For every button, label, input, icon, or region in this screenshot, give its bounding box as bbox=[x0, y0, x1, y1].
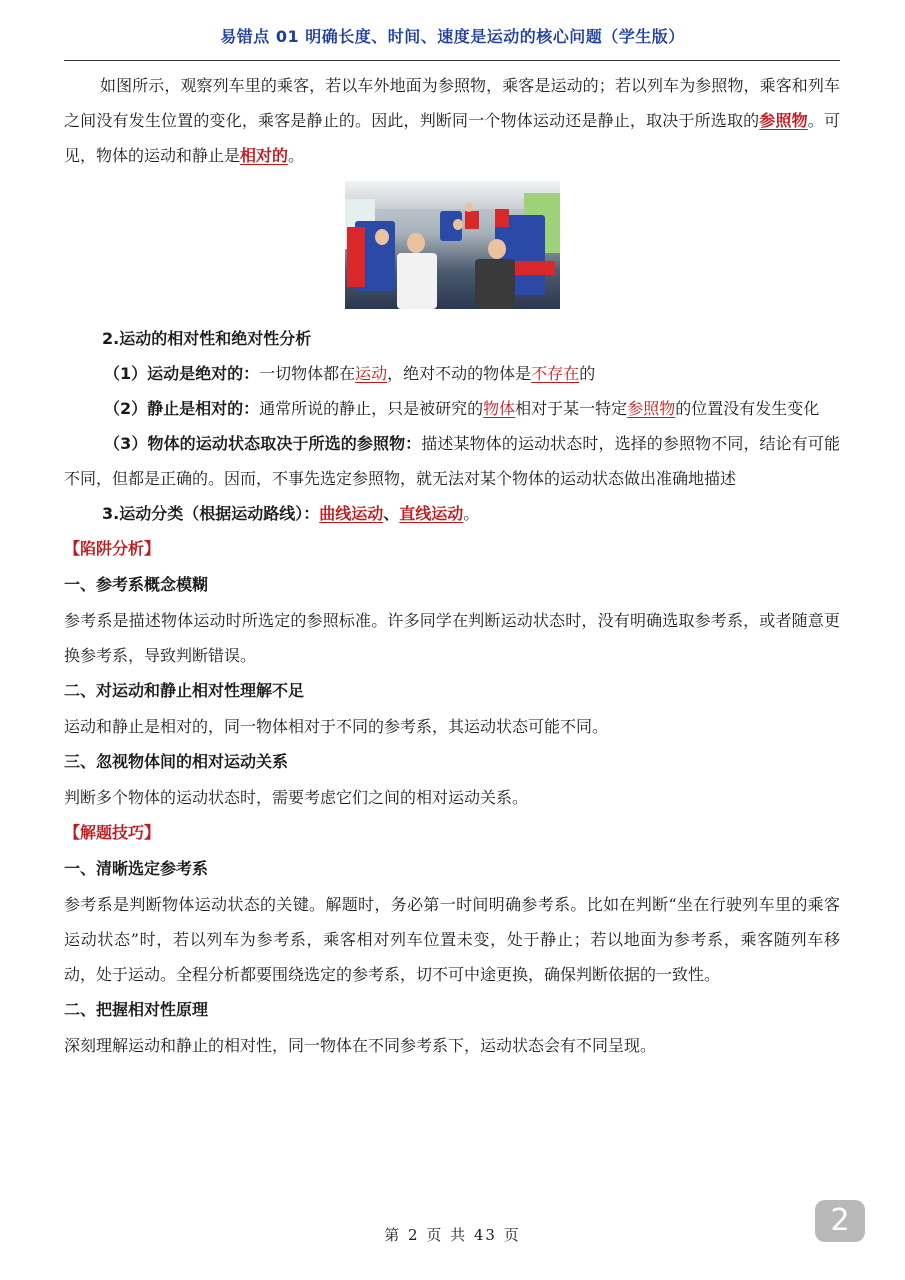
photo-flag bbox=[495, 209, 509, 227]
item2-label: （2）静止是相对的： bbox=[104, 399, 260, 418]
intro-text-c: 。 bbox=[288, 146, 305, 165]
section3-end: 。 bbox=[463, 504, 480, 523]
page-footer: 第 2 页 共 43 页 bbox=[384, 1226, 521, 1244]
section2-item2 bbox=[64, 391, 840, 426]
page-header-title: 易错点 01 明确长度、时间、速度是运动的核心问题（学生版） bbox=[220, 27, 685, 46]
photo-person bbox=[475, 259, 515, 309]
section2-heading: 2.运动的相对性和绝对性分析 bbox=[102, 329, 312, 348]
item1-text-a: 一切物体都在 bbox=[259, 364, 356, 383]
train-passengers-photo bbox=[345, 181, 560, 309]
photo-person bbox=[465, 203, 473, 212]
item3-text: 描述某物体的运动状态时，选择的参照物不同，结论有可能不同，但都是正确的。因而，不事先选定参照物，就无法对某个物体的运动状态做出准确地描述 bbox=[64, 434, 840, 488]
item1-text-b: ，绝对不动的物体是 bbox=[387, 364, 532, 383]
tips-heading-1: 一、清晰选定参考系 bbox=[64, 859, 209, 878]
trap-heading-1: 一、参考系概念模糊 bbox=[64, 575, 209, 594]
keyword-object: 物体 bbox=[483, 399, 516, 418]
tips-paragraph-2: 深刻理解运动和静止的相对性，同一物体在不同参考系下，运动状态会有不同呈现。 bbox=[64, 1036, 657, 1055]
trap-paragraph-3: 判断多个物体的运动状态时，需要考虑它们之间的相对运动关系。 bbox=[64, 788, 529, 807]
trap-heading-3: 三、忽视物体间的相对运动关系 bbox=[64, 752, 289, 771]
header-divider bbox=[64, 60, 840, 61]
tips-heading-2: 二、把握相对性原理 bbox=[64, 1000, 209, 1019]
trap-paragraph-2: 运动和静止是相对的，同一物体相对于不同的参考系，其运动状态可能不同。 bbox=[64, 717, 609, 736]
section3-heading: 3.运动分类（根据运动路线）： bbox=[102, 504, 320, 523]
trap-paragraph-1: 参考系是描述物体运动时所选定的参照标准。许多同学在判断运动状态时，没有明确选取参考系，或者随意更换参考系，导致判断错误。 bbox=[64, 611, 840, 665]
photo-person bbox=[407, 233, 425, 253]
trap-analysis-tag: 【陷阱分析】 bbox=[64, 539, 161, 558]
keyword-relative: 相对的 bbox=[240, 146, 289, 165]
photo-person bbox=[397, 253, 437, 309]
item1-label: （1）运动是绝对的： bbox=[104, 364, 260, 383]
keyword-curved-motion: 曲线运动 bbox=[319, 504, 384, 523]
photo-flag bbox=[465, 211, 479, 229]
keyword-linear-motion: 直线运动 bbox=[399, 504, 464, 523]
photo-person bbox=[453, 219, 463, 230]
photo-flag bbox=[515, 261, 555, 275]
photo-flag bbox=[347, 227, 365, 287]
intro-text-a: 如图所示，观察列车里的乘客，若以车外地面为参照物，乘客是运动的；若以列车为参照物，乘客和列车之间没有发生位置的变化，乘客是静止的。因此，判断同一个物体运动还是静止，取决于所选取的 bbox=[64, 76, 840, 130]
section3-line bbox=[64, 496, 840, 531]
tips-paragraph-1: 参考系是判断物体运动状态的关键。解题时，务必第一时间明确参考系。比如在判断“坐在行驶列车里的乘客运动状态”时，若以列车为参考系，乘客相对列车位置未变，处于静止；若以地面为参考系，乘客随列车移动，处于运动。全程分析都要围绕选定的参考系，切不可中途更换，确保判断依据的一致性。 bbox=[64, 895, 840, 984]
trap-heading-2: 二、对运动和静止相对性理解不足 bbox=[64, 681, 305, 700]
item1-text-c: 的 bbox=[579, 364, 596, 383]
page-number-badge[interactable]: 2 bbox=[815, 1200, 865, 1242]
page-content bbox=[64, 66, 840, 1063]
photo-person bbox=[488, 239, 506, 259]
item2-text-c: 的位置没有发生变化 bbox=[675, 399, 820, 418]
keyword-reference-object: 参照物 bbox=[759, 111, 808, 130]
section3-separator: 、 bbox=[383, 504, 400, 523]
keyword-reference-object-2: 参照物 bbox=[627, 399, 676, 418]
item3-label: （3）物体的运动状态取决于所选的参照物： bbox=[104, 434, 422, 453]
solving-tips-tag: 【解题技巧】 bbox=[64, 823, 161, 842]
section2-item3 bbox=[64, 426, 840, 496]
keyword-motion: 运动 bbox=[355, 364, 388, 383]
section2-item1 bbox=[64, 356, 840, 391]
intro-text-b: 。可见，物体的运动和静止是 bbox=[64, 111, 840, 165]
keyword-nonexistent: 不存在 bbox=[531, 364, 580, 383]
intro-paragraph bbox=[64, 68, 840, 173]
photo-person bbox=[375, 229, 389, 245]
item2-text-b: 相对于某一特定 bbox=[515, 399, 628, 418]
item2-text-a: 通常所说的静止，只是被研究的 bbox=[259, 399, 484, 418]
